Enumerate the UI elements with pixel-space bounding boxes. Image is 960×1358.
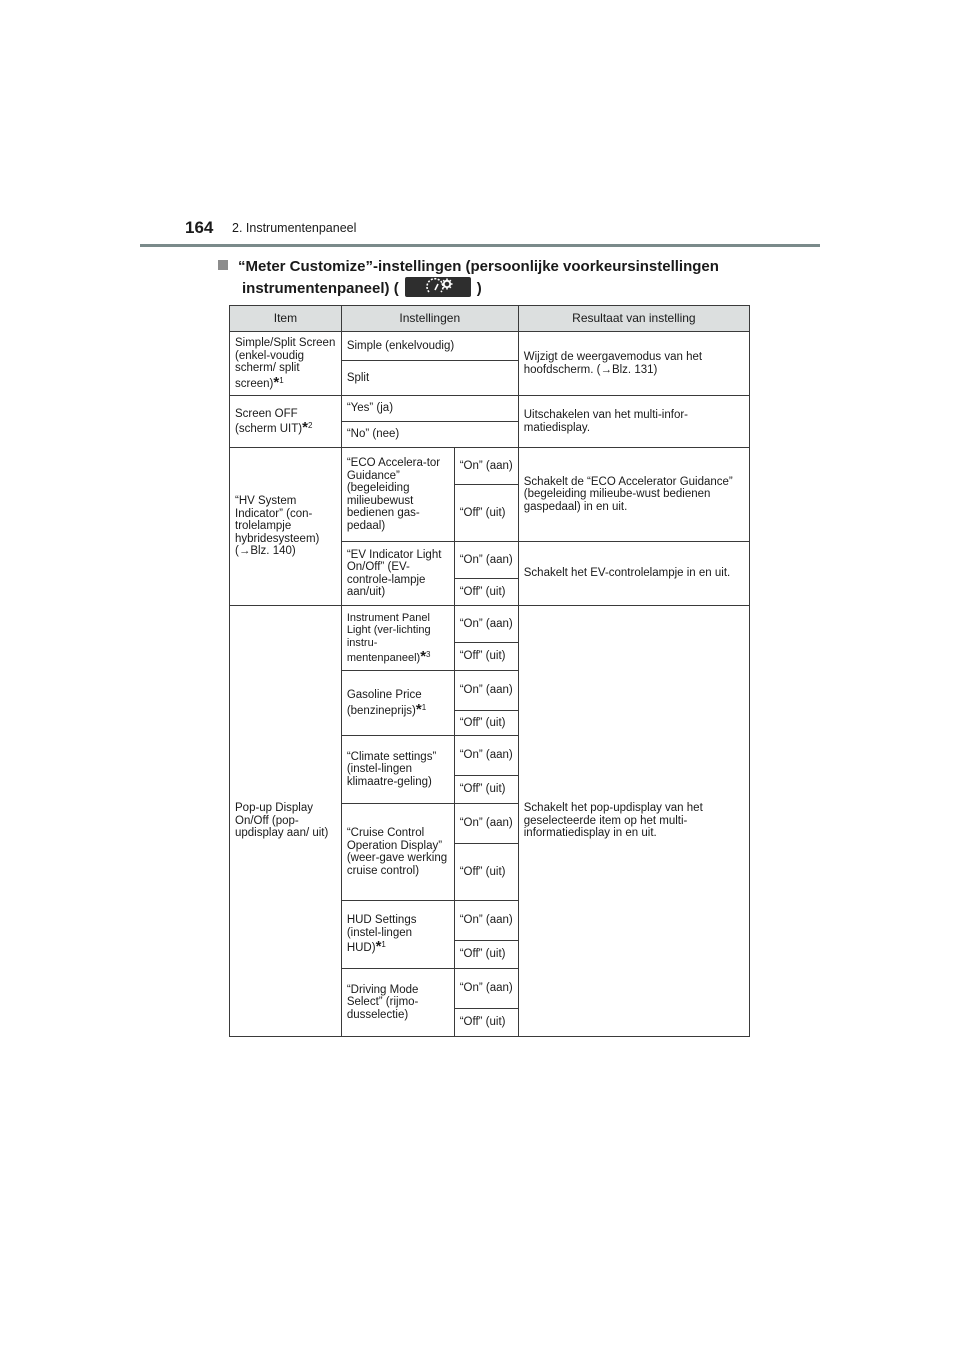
bullet-square-icon — [218, 260, 228, 270]
table-row — [230, 448, 750, 485]
item-cell: “HV System Indicator” (con-trolelampje hybridesysteem) (→Blz. 140) — [230, 448, 342, 606]
table-header-row — [230, 306, 750, 332]
header-divider — [140, 244, 820, 247]
option-cell: “Off” (uit) — [454, 1009, 518, 1037]
option-cell: “No” (nee) — [341, 422, 518, 448]
header-result: Resultaat van instelling — [518, 306, 749, 332]
result-cell: Schakelt het pop-updisplay van het geselecteerde item op het multi-informatiedisplay in en uit. — [518, 606, 749, 1037]
option-cell: “Off” (uit) — [454, 941, 518, 969]
item-cell: Simple/Split Screen (enkel-voudig scherm/ split screen)*$^1$ — [230, 332, 342, 396]
section-title-close: ) — [476, 280, 482, 297]
sub-item-cell: Instrument Panel Light (ver-lichting instru-mentenpaneel)*$^3$ — [341, 606, 454, 671]
table-row — [230, 332, 750, 361]
table-row — [230, 396, 750, 422]
sub-item-cell: “EV Indicator Light On/Off” (EV-controle-lampje aan/uit) — [341, 542, 454, 606]
settings-table — [229, 305, 750, 1037]
chapter-title: 2. Instrumentenpaneel — [232, 221, 357, 235]
gauge-settings-icon — [405, 277, 471, 297]
option-cell: “Off” (uit) — [454, 643, 518, 671]
option-cell: “On” (aan) — [454, 542, 518, 579]
section-title — [218, 256, 758, 300]
option-cell: “On” (aan) — [454, 448, 518, 485]
sub-item-cell: “Cruise Control Operation Display” (weer-gave werking cruise control) — [341, 804, 454, 901]
header-item: Item — [230, 306, 342, 332]
result-cell: Uitschakelen van het multi-infor-matiedisplay. — [518, 396, 749, 448]
option-cell: “Yes” (ja) — [341, 396, 518, 422]
option-cell: “On” (aan) — [454, 901, 518, 941]
result-cell: Schakelt het EV-controlelampje in en uit. — [518, 542, 749, 606]
table-row — [230, 606, 750, 643]
option-cell: “On” (aan) — [454, 671, 518, 711]
option-cell: “On” (aan) — [454, 969, 518, 1009]
option-cell: Split — [341, 361, 518, 396]
page-number: 164 — [185, 218, 214, 237]
sub-item-cell: HUD Settings (instel-lingen HUD)*$^1$ — [341, 901, 454, 969]
item-cell: Screen OFF (scherm UIT)*$^2$ — [230, 396, 342, 448]
sub-item-cell: “Climate settings” (instel-lingen klimaatre-geling) — [341, 736, 454, 804]
option-cell: “On” (aan) — [454, 736, 518, 776]
option-cell: “Off” (uit) — [454, 485, 518, 542]
option-cell: “Off” (uit) — [454, 579, 518, 606]
section-title-line1: “Meter Customize”-instellingen (persoonlijke voorkeursinstellingen — [238, 258, 719, 275]
sub-item-cell: “Driving Mode Select” (rijmo-dusselectie) — [341, 969, 454, 1037]
option-cell: Simple (enkelvoudig) — [341, 332, 518, 361]
option-cell: “Off” (uit) — [454, 776, 518, 804]
option-cell: “Off” (uit) — [454, 844, 518, 901]
header-settings: Instellingen — [341, 306, 518, 332]
result-cell: Schakelt de “ECO Accelerator Guidance” (begeleiding milieube-wust bedienen gaspedaal) in en uit. — [518, 448, 749, 542]
result-cell: Wijzigt de weergavemodus van het hoofdscherm. (→Blz. 131) — [518, 332, 749, 396]
sub-item-cell: “ECO Accelera-tor Guidance” (begeleiding milieubewust bedienen gas-pedaal) — [341, 448, 454, 542]
option-cell: “Off” (uit) — [454, 711, 518, 736]
sub-item-cell: Gasoline Price (benzineprijs)*$^1$ — [341, 671, 454, 736]
item-cell: Pop-up Display On/Off (pop-updisplay aan/ uit) — [230, 606, 342, 1037]
option-cell: “On” (aan) — [454, 606, 518, 643]
option-cell: “On” (aan) — [454, 804, 518, 844]
section-title-line2: instrumentenpaneel) ( — [242, 280, 399, 297]
